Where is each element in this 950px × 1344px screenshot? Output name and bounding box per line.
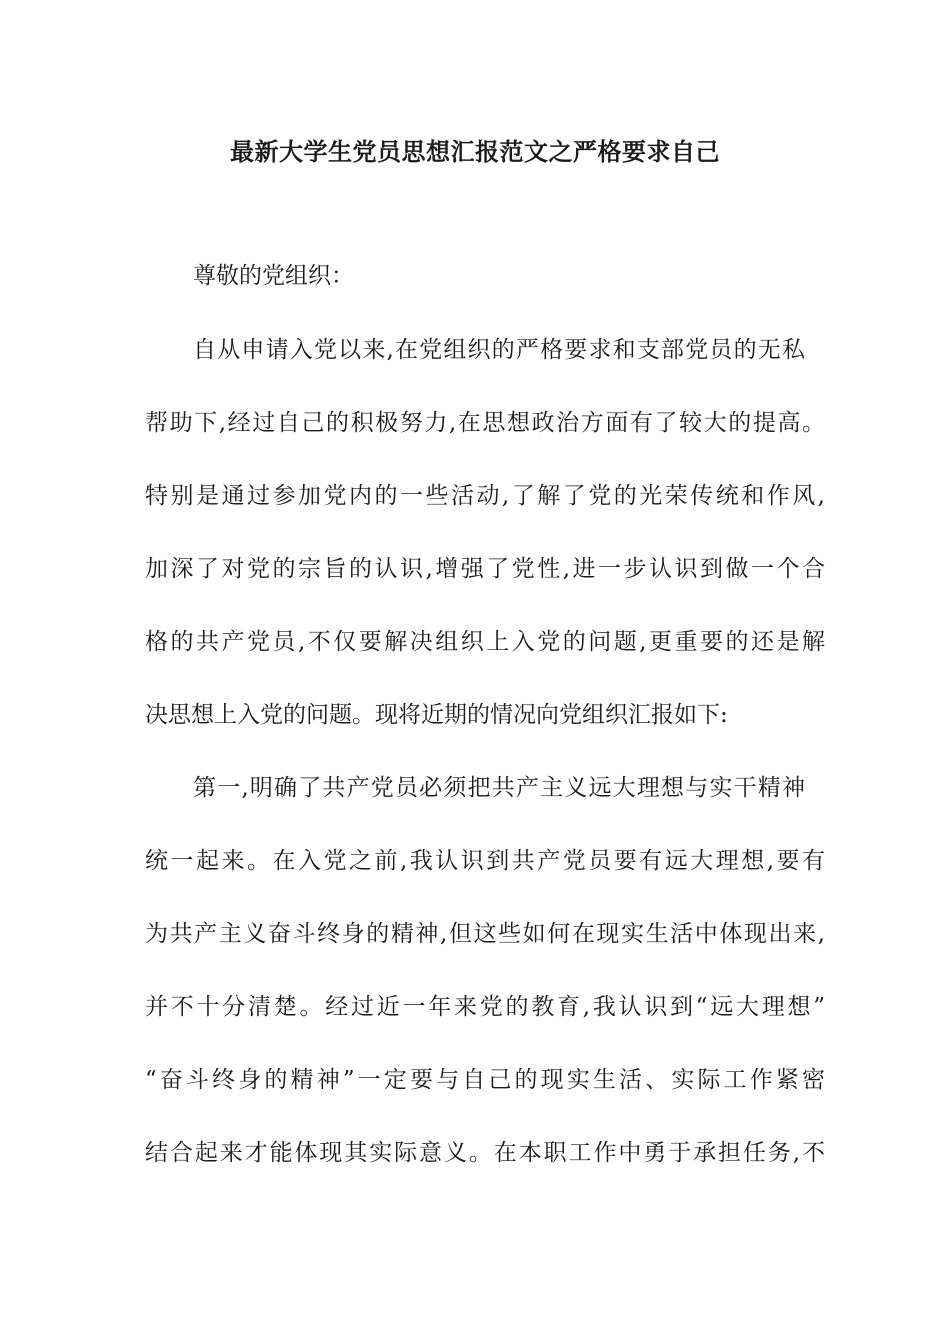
- paragraph-line: 并不十分清楚。经过近一年来党的教育,我认识到“远大理想”: [145, 994, 825, 1020]
- document-title: 最新大学生党员思想汇报范文之严格要求自己: [230, 137, 720, 166]
- paragraph-line: 特别是通过参加党内的一些活动,了解了党的光荣传统和作风,: [145, 483, 825, 509]
- paragraph-line: 决思想上入党的问题。现将近期的情况向党组织汇报如下:: [145, 702, 728, 728]
- paragraph-line: 第一,明确了共产党员必须把共产主义远大理想与实干精神: [193, 775, 805, 801]
- paragraph-line: 自从申请入党以来,在党组织的严格要求和支部党员的无私: [193, 337, 805, 363]
- paragraph-line: 格的共产党员,不仅要解决组织上入党的问题,更重要的还是解: [145, 629, 825, 655]
- paragraph-line: 统一起来。在入党之前,我认识到共产党员要有远大理想,要有: [145, 848, 825, 874]
- paragraph-line: 帮助下,经过自己的积极努力,在思想政治方面有了较大的提高。: [145, 410, 825, 436]
- paragraph-line: “奋斗终身的精神”一定要与自己的现实生活、实际工作紧密: [145, 1067, 825, 1093]
- paragraph-line: 为共产主义奋斗终身的精神,但这些如何在现实生活中体现出来,: [145, 921, 825, 947]
- salutation: 尊敬的党组织：: [193, 263, 354, 289]
- paragraph-line: 加深了对党的宗旨的认识,增强了党性,进一步认识到做一个合: [145, 556, 825, 582]
- paragraph-line: 结合起来才能体现其实际意义。在本职工作中勇于承担任务,不: [145, 1140, 825, 1166]
